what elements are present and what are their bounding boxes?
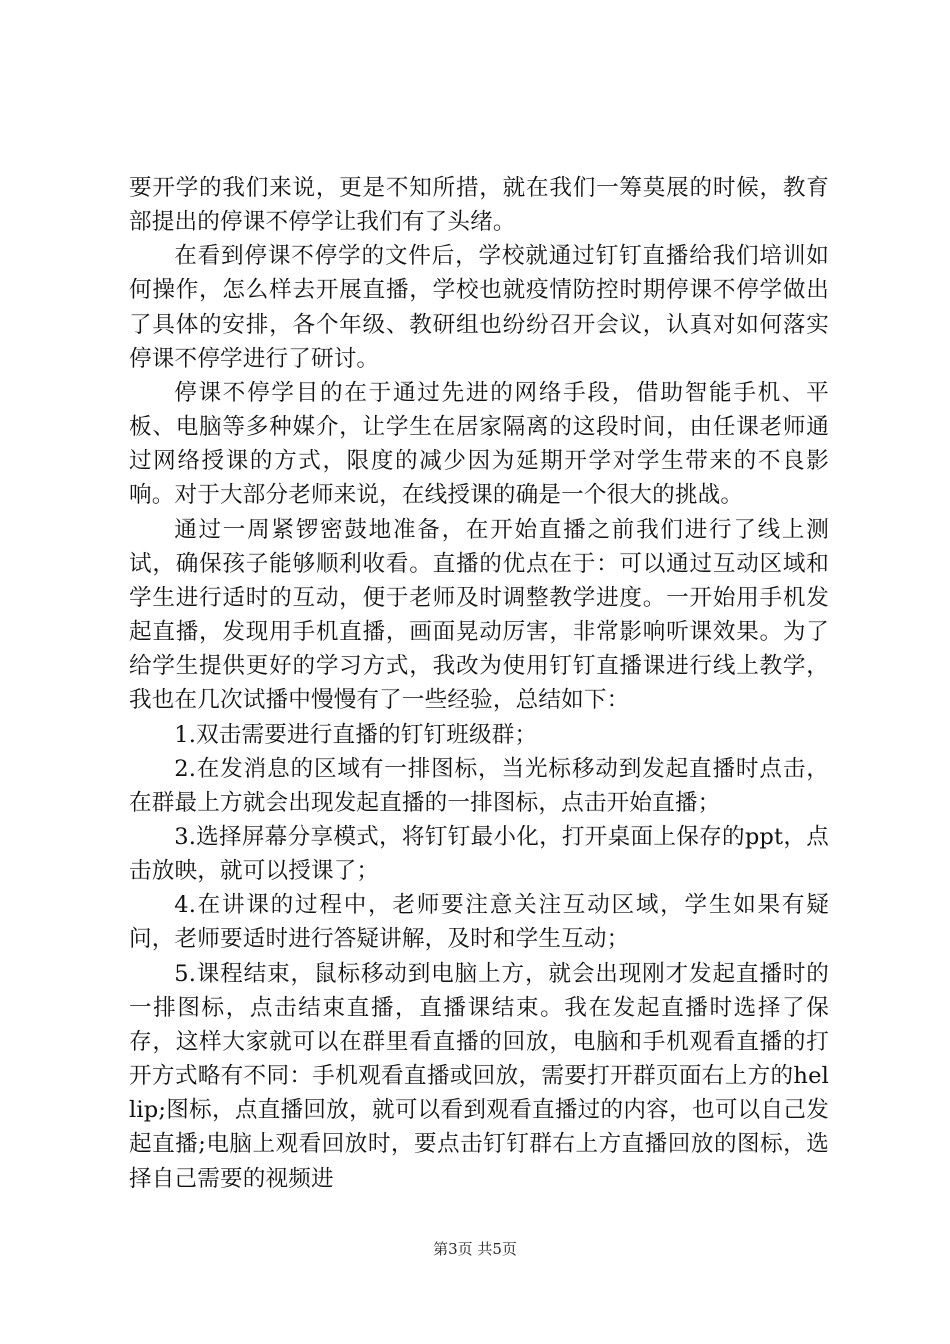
list-item-1: 1.双击需要进行直播的钉钉班级群； bbox=[174, 721, 538, 748]
paragraph-3: 停课不停学目的在于通过先进的网络手段，借助智能手机、平板、电脑等多种媒介，让学生在居家隔离的这段时间，由任课老师通过网络授课的方式，限度的减少因为延期开学对学生带来的不良影响。对于大部分老师来说，在线授课的确是一个很大的挑战。 bbox=[129, 379, 829, 509]
page-footer bbox=[0, 1239, 950, 1259]
document-body bbox=[129, 171, 829, 1196]
list-item-4: 4.在讲课的过程中，老师要注意关注互动区域，学生如果有疑问，老师要适时进行答疑讲解，及时和学生互动； bbox=[129, 892, 829, 953]
list-item-5: 5.课程结束，鼠标移动到电脑上方，就会出现刚才发起直播时的一排图标，点击结束直播，直播课结束。我在发起直播时选择了保存，这样大家就可以在群里看直播的回放，电脑和手机观看直播的打开方式略有不同：手机观看直播或回放，需要打开群页面右上方的hellip;图标，点直播回放，就可以看到观看直播过的内容，也可以自己发起直播;电脑上观看回放时，要点击钉钉群右上方直播回放的图标，选择自己需要的视频进 bbox=[129, 960, 829, 1192]
page-number: 第3页 共5页 bbox=[433, 1240, 517, 1258]
list-item-3: 3.选择屏幕分享模式，将钉钉最小化，打开桌面上保存的ppt，点击放映，就可以授课了； bbox=[129, 823, 829, 885]
list-item-2: 2.在发消息的区域有一排图标，当光标移动到发起直播时点击，在群最上方就会出现发起直播的一排图标，点击开始直播； bbox=[129, 755, 829, 816]
paragraph-1: 要开学的我们来说，更是不知所措，就在我们一筹莫展的时候，教育部提出的停课不停学让我们有了头绪。 bbox=[129, 175, 829, 236]
paragraph-4: 通过一周紧锣密鼓地准备，在开始直播之前我们进行了线上测试，确保孩子能够顺利收看。直播的优点在于：可以通过互动区域和学生进行适时的互动，便于老师及时调整教学进度。一开始用手机发起直播，发现用手机直播，画面晃动厉害，非常影响听课效果。为了给学生提供更好的学习方式，我改为使用钉钉直播课进行线上教学，我也在几次试播中慢慢有了一些经验，总结如下： bbox=[129, 516, 829, 714]
paragraph-2: 在看到停课不停学的文件后，学校就通过钉钉直播给我们培训如何操作，怎么样去开展直播，学校也就疫情防控时期停课不停学做出了具体的安排，各个年级、教研组也纷纷召开会议，认真对如何落实停课不停学进行了研讨。 bbox=[129, 243, 829, 372]
